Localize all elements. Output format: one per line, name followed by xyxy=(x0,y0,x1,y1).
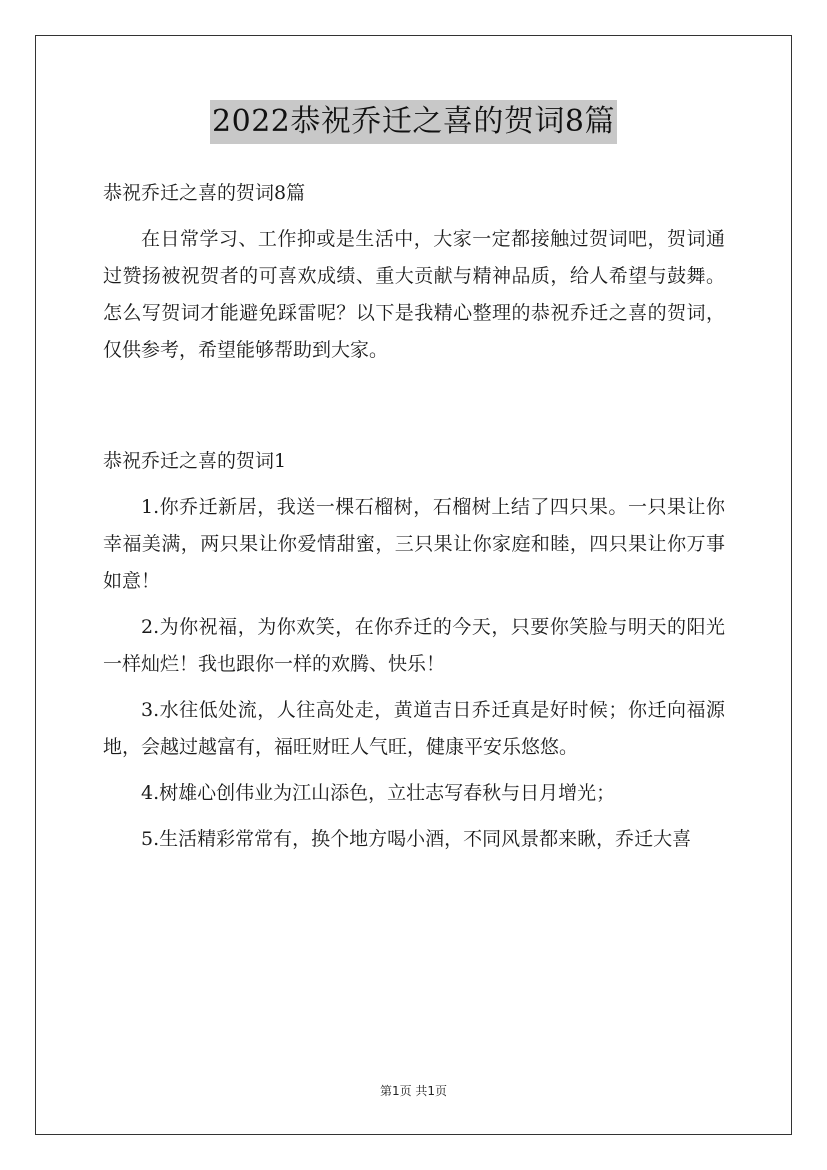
intro-paragraph: 在日常学习、工作抑或是生活中，大家一定都接触过贺词吧，贺词通过赞扬被祝贺者的可喜欢成绩、重大贡献与精神品质，给人希望与鼓舞。怎么写贺词才能避免踩雷呢？以下是我精心整理的恭祝乔迁之喜的贺词，仅供参考，希望能够帮助到大家。 xyxy=(103,228,725,361)
document-title: 2022恭祝乔迁之喜的贺词8篇 xyxy=(210,100,617,144)
list-item: 5.生活精彩常常有，换个地方喝小酒，不同风景都来瞅，乔迁大喜 xyxy=(141,828,692,850)
list-item: 1.你乔迁新居，我送一棵石榴树，石榴树上结了四只果。一只果让你幸福美满，两只果让你爱情甜蜜，三只果让你家庭和睦，四只果让你万事如意！ xyxy=(103,496,725,592)
document-subtitle: 恭祝乔迁之喜的贺词8篇 xyxy=(103,182,306,204)
title-wrap xyxy=(0,100,827,144)
list-item: 3.水往低处流，人往高处走，黄道吉日乔迁真是好时候；你迁向福源地，会越过越富有，福旺财旺人气旺，健康平安乐悠悠。 xyxy=(103,699,725,758)
list-item: 4.树雄心创伟业为江山添色，立壮志写春秋与日月增光； xyxy=(141,782,616,804)
page-footer: 第1页 共1页 xyxy=(379,1084,448,1098)
document-body xyxy=(103,175,725,858)
list-item: 2.为你祝福，为你欢笑，在你乔迁的今天，只要你笑脸与明天的阳光一样灿烂！我也跟你一样的欢腾、快乐！ xyxy=(103,616,725,675)
section-heading: 恭祝乔迁之喜的贺词1 xyxy=(103,450,287,472)
